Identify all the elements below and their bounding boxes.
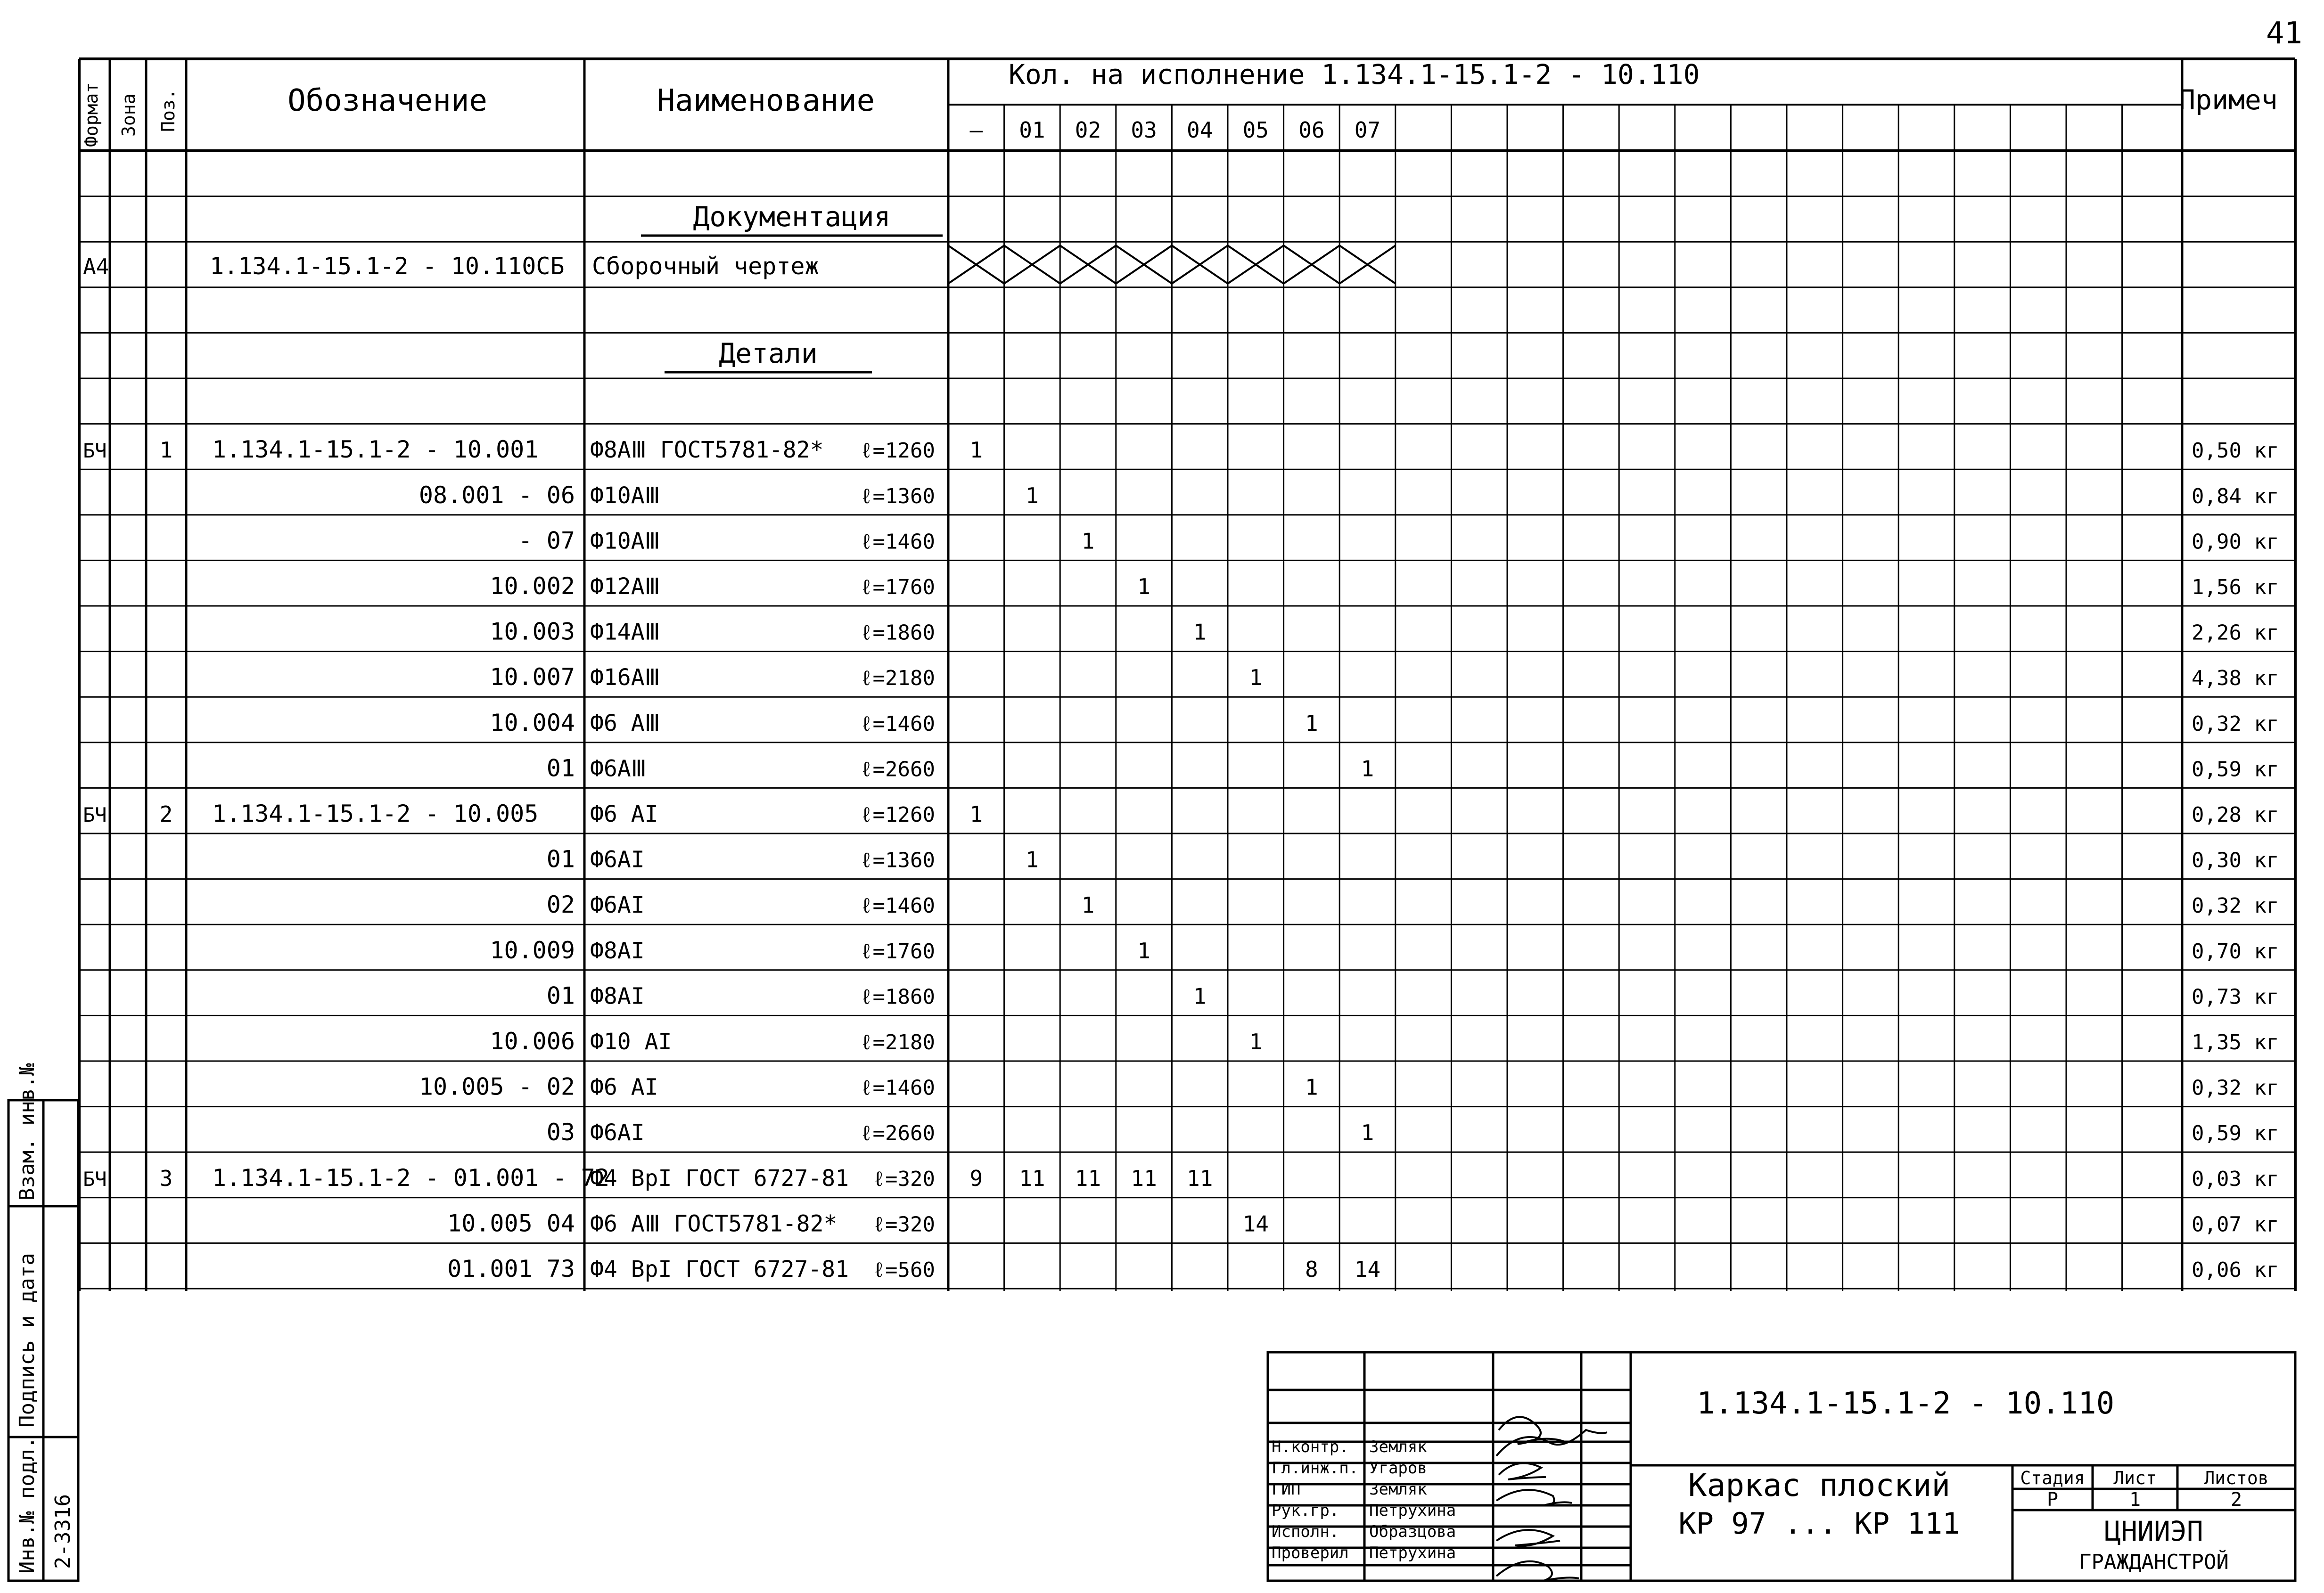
row-name: Ф10АⅢ — [590, 528, 660, 555]
row-designation: 02 — [546, 891, 575, 919]
header-pos: Поз. — [158, 89, 179, 132]
side-stamp-sign-date: Подпись и дата — [15, 1253, 39, 1428]
side-stamp-inv-podl: Инв.№ подл. — [15, 1436, 39, 1574]
row-note: 2,26 кг — [2192, 621, 2279, 645]
variant-header-3: 03 — [1131, 117, 1157, 143]
title-stage-label: Стадия — [2020, 1468, 2085, 1488]
signature-role: Рук.гр. — [1272, 1501, 1339, 1520]
row-qty-4: 1 — [1193, 983, 1207, 1009]
header-note: Примеч — [2179, 84, 2278, 116]
row-qty-2: 1 — [1081, 892, 1095, 918]
row-note: 0,28 кг — [2192, 803, 2279, 827]
header-designation: Обозначение — [287, 83, 487, 118]
row-format: БЧ — [83, 803, 107, 826]
row-name: Ф14АⅢ — [590, 619, 660, 645]
row-qty-1: 1 — [1026, 847, 1039, 873]
row-designation: 01 — [546, 754, 575, 782]
row-name: Ф8АⅢ ГОСТ5781-82* — [590, 437, 824, 464]
row-qty-5: 1 — [1249, 1029, 1263, 1054]
row-length: ℓ=2660 — [860, 1121, 935, 1146]
title-doc-code: 1.134.1-15.1-2 - 10.110 — [1697, 1386, 2115, 1421]
signature-name: Земляк — [1369, 1480, 1427, 1499]
row-length: ℓ=1760 — [860, 575, 935, 599]
row-qty-7: 1 — [1361, 756, 1374, 782]
doc-row-format: А4 — [83, 254, 109, 279]
row-note: 0,32 кг — [2192, 894, 2279, 918]
title-org-line-1: ЦНИИЭП — [2104, 1515, 2203, 1547]
row-name: Ф6 АⅢ ГОСТ5781-82* — [590, 1210, 838, 1237]
signature-name: Петрухина — [1369, 1544, 1456, 1562]
section-parts: Детали — [719, 337, 818, 369]
row-designation: 10.009 — [490, 936, 575, 964]
row-length: ℓ=320 — [872, 1212, 935, 1237]
title-sheet: 1 — [2129, 1489, 2141, 1511]
row-length: ℓ=2180 — [860, 666, 935, 691]
row-note: 0,32 кг — [2192, 711, 2279, 736]
row-qty-4: 11 — [1187, 1165, 1213, 1191]
sheet-number: 41 — [2266, 16, 2302, 51]
row-name: Ф8АI — [590, 937, 645, 964]
row-name: Ф6АⅢ — [590, 755, 647, 782]
signature-name: Образцова — [1369, 1522, 1456, 1541]
header-qty-title: Кол. на исполнение 1.134.1-15.1-2 - 10.110 — [1009, 58, 1700, 90]
signature-role: Проверил — [1272, 1544, 1349, 1562]
title-line-1: Каркас плоский — [1688, 1467, 1951, 1503]
row-note: 0,32 кг — [2192, 1076, 2279, 1100]
row-qty-3: 11 — [1131, 1165, 1157, 1191]
row-designation: 01 — [546, 845, 575, 873]
row-length: ℓ=1460 — [860, 711, 935, 736]
doc-row-designation: 1.134.1-15.1-2 - 10.110СБ — [210, 253, 565, 280]
row-qty-0: 1 — [969, 437, 983, 463]
signature-name: Земляк — [1369, 1438, 1427, 1456]
row-designation: 10.002 — [490, 572, 575, 600]
side-stamp-vzam-inv: Взам. инв.№ — [15, 1063, 39, 1201]
header-zone: Зона — [118, 93, 139, 137]
row-qty-0: 9 — [969, 1165, 983, 1191]
row-qty-1: 11 — [1019, 1165, 1045, 1191]
row-position: 3 — [159, 1165, 173, 1191]
row-designation: 10.006 — [490, 1028, 575, 1055]
signature-role: Гл.инж.п. — [1272, 1459, 1359, 1478]
row-designation: 10.003 — [490, 618, 575, 645]
row-name: Ф4 ВрI ГОСТ 6727-81 — [590, 1256, 849, 1283]
row-note: 1,56 кг — [2192, 575, 2279, 599]
row-length: ℓ=1360 — [860, 484, 935, 508]
row-name: Ф10 АI — [590, 1029, 672, 1055]
row-qty-2: 11 — [1075, 1165, 1101, 1191]
title-sheets: 2 — [2230, 1489, 2242, 1511]
row-designation: 03 — [546, 1119, 575, 1146]
row-qty-7: 1 — [1361, 1120, 1374, 1146]
row-name: Ф16АⅢ — [590, 664, 660, 691]
row-format: БЧ — [83, 1167, 107, 1191]
row-length: ℓ=560 — [872, 1258, 935, 1282]
row-note: 1,35 кг — [2192, 1030, 2279, 1054]
variant-header-2: 02 — [1075, 117, 1101, 143]
row-designation: 10.005 04 — [447, 1209, 575, 1237]
signature-role: Н.контр. — [1272, 1438, 1349, 1456]
row-length: ℓ=1460 — [860, 894, 935, 918]
row-designation: 1.134.1-15.1-2 - 01.001 - 72 — [212, 1164, 609, 1192]
row-note: 0,73 кг — [2192, 985, 2279, 1009]
signature-role: Исполн. — [1272, 1522, 1339, 1541]
row-note: 0,59 кг — [2192, 757, 2279, 782]
row-note: 4,38 кг — [2192, 666, 2279, 691]
row-qty-2: 1 — [1081, 528, 1095, 554]
row-length: ℓ=1860 — [860, 985, 935, 1009]
title-sheet-label: Лист — [2113, 1468, 2157, 1488]
variant-header-7: 07 — [1354, 117, 1381, 143]
row-qty-7: 14 — [1354, 1257, 1381, 1282]
row-designation: 1.134.1-15.1-2 - 10.001 — [212, 436, 539, 464]
row-designation: 10.005 - 02 — [419, 1073, 575, 1101]
row-note: 0,03 кг — [2192, 1167, 2279, 1191]
row-length: ℓ=2180 — [860, 1030, 935, 1054]
row-position: 1 — [159, 437, 173, 463]
variant-header-6: 06 — [1298, 117, 1325, 143]
row-name: Ф6 АI — [590, 1074, 658, 1101]
title-line-2: КР 97 ... КР 111 — [1678, 1506, 1960, 1541]
row-name: Ф10АⅢ — [590, 482, 660, 509]
row-name: Ф6АI — [590, 1119, 645, 1146]
doc-row-name: Сборочный чертеж — [592, 253, 819, 280]
row-qty-6: 1 — [1305, 1074, 1318, 1100]
row-name: Ф12АⅢ — [590, 573, 660, 600]
title-org-line-2: ГРАЖДАНСТРОЙ — [2079, 1550, 2229, 1574]
row-format: БЧ — [83, 439, 107, 463]
row-name: Ф8АI — [590, 983, 645, 1010]
row-note: 0,59 кг — [2192, 1121, 2279, 1146]
row-length: ℓ=2660 — [860, 757, 935, 782]
row-name: Ф6 АI — [590, 801, 658, 827]
row-note: 0,30 кг — [2192, 848, 2279, 873]
row-designation: 10.004 — [490, 709, 575, 736]
variant-header-5: 05 — [1242, 117, 1269, 143]
row-qty-3: 1 — [1137, 574, 1150, 599]
row-qty-5: 14 — [1242, 1211, 1269, 1237]
section-documentation: Документация — [693, 201, 891, 233]
row-position: 2 — [159, 801, 173, 827]
row-name: Ф6 АⅢ — [590, 710, 660, 736]
row-length: ℓ=320 — [872, 1167, 935, 1191]
row-name: Ф6АI — [590, 846, 645, 873]
row-designation: 01 — [546, 982, 575, 1010]
row-designation: - 07 — [518, 527, 575, 555]
row-name: Ф6АI — [590, 892, 645, 919]
row-qty-6: 8 — [1305, 1257, 1318, 1282]
row-note: 0,90 кг — [2192, 530, 2279, 554]
header-format: Формат — [81, 82, 102, 147]
row-length: ℓ=1460 — [860, 530, 935, 554]
row-qty-1: 1 — [1026, 482, 1039, 508]
row-length: ℓ=1260 — [860, 803, 935, 827]
row-note: 0,70 кг — [2192, 939, 2279, 964]
signature-role: ГИП — [1272, 1480, 1301, 1499]
row-qty-5: 1 — [1249, 665, 1263, 691]
side-stamp-inv-number: 2-3316 — [51, 1494, 75, 1569]
row-length: ℓ=1260 — [860, 439, 935, 463]
row-qty-6: 1 — [1305, 710, 1318, 736]
row-length: ℓ=1760 — [860, 939, 935, 964]
row-designation: 10.007 — [490, 663, 575, 691]
title-sheets-label: Листов — [2204, 1468, 2269, 1488]
row-note: 0,84 кг — [2192, 484, 2279, 508]
row-length: ℓ=1360 — [860, 848, 935, 873]
variant-header-0: — — [969, 117, 983, 143]
row-designation: 01.001 73 — [447, 1255, 575, 1283]
row-qty-0: 1 — [969, 801, 983, 827]
row-note: 0,50 кг — [2192, 439, 2279, 463]
row-note: 0,07 кг — [2192, 1212, 2279, 1237]
row-length: ℓ=1860 — [860, 621, 935, 645]
row-qty-3: 1 — [1137, 938, 1150, 964]
variant-header-1: 01 — [1019, 117, 1045, 143]
header-name: Наименование — [657, 83, 875, 118]
signature-name: Петрухина — [1369, 1501, 1456, 1520]
variant-header-4: 04 — [1187, 117, 1213, 143]
signature-name: Угаров — [1369, 1459, 1427, 1478]
row-name: Ф4 ВрI ГОСТ 6727-81 — [590, 1165, 849, 1192]
title-stage: Р — [2046, 1489, 2059, 1511]
row-qty-4: 1 — [1193, 619, 1207, 645]
row-length: ℓ=1460 — [860, 1076, 935, 1100]
row-designation: 08.001 - 06 — [419, 481, 575, 509]
row-designation: 1.134.1-15.1-2 - 10.005 — [212, 800, 539, 827]
row-note: 0,06 кг — [2192, 1258, 2279, 1282]
